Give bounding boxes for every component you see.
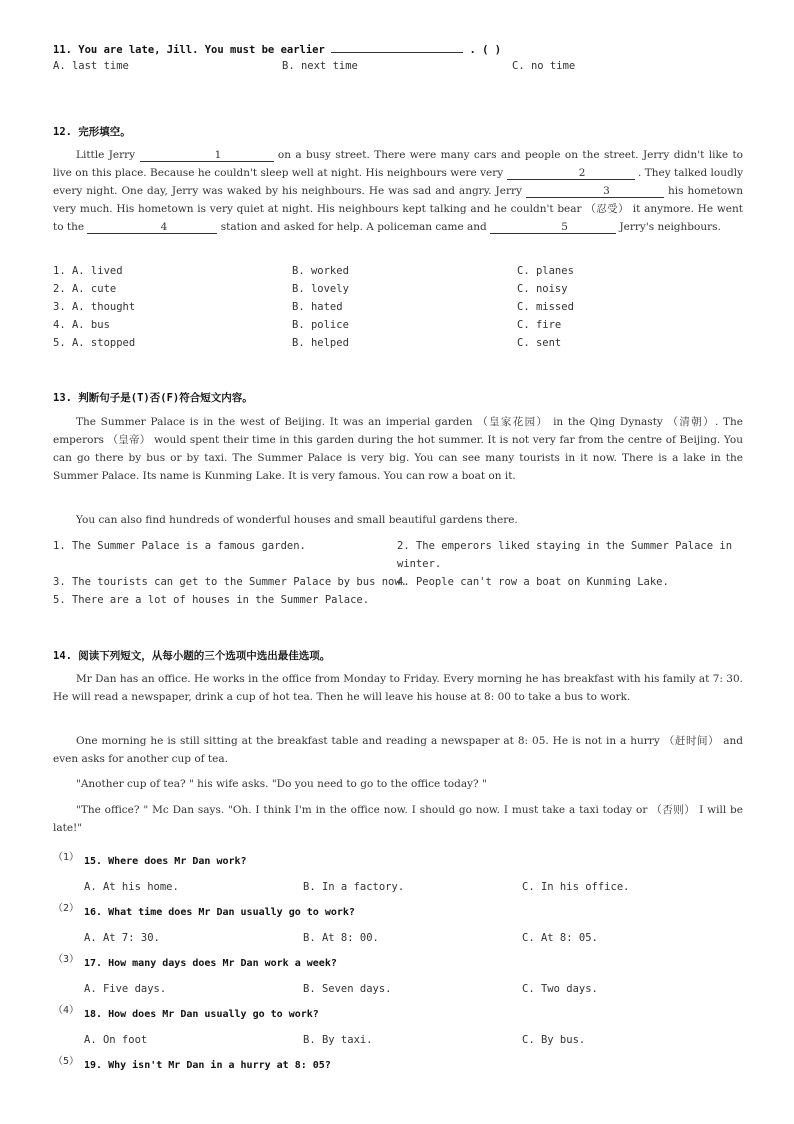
cloze-blank-3[interactable]: 3 [526, 185, 664, 198]
passage-paragraph-4: "The office? " Mc Dan says. "Oh. I think I'm in the office now. I should go now. I must take a taxi today or （否则） I will be late!" [53, 804, 743, 834]
option-a: 2. A. cute [53, 283, 117, 295]
option-c: C. fire [517, 319, 562, 331]
option-a: 5. A. stopped [53, 337, 136, 349]
subquestion-15: 15. Where does Mr Dan work? [84, 856, 247, 867]
option-a: 1. A. lived [53, 265, 123, 277]
statement-1: 1. The Summer Palace is a famous garden. [53, 540, 306, 552]
option-c: C. noisy [517, 283, 568, 295]
subquestion-number: （5） [53, 1056, 80, 1067]
question-12-title: 12. 完形填空。 [53, 126, 131, 138]
option-b: B. next time [282, 60, 358, 72]
passage-paragraph-2: One morning he is still sitting at the breakfast table and reading a newspaper at 8: 05. He is not in a hurry （赶时间） and even asks for another cup of tea. [53, 735, 743, 765]
option-b[interactable]: B. In a factory. [303, 881, 405, 893]
option-a: 3. A. thought [53, 301, 136, 313]
option-c: C. sent [517, 337, 562, 349]
option-c[interactable]: C. By bus. [522, 1034, 586, 1046]
question-11-paren: . ( ) [469, 44, 502, 56]
option-b: B. police [292, 319, 349, 331]
option-a[interactable]: A. On foot [84, 1034, 148, 1046]
passage-paragraph-3: "Another cup of tea? " his wife asks. "Do you need to go to the office today? " [76, 778, 487, 790]
option-b: B. helped [292, 337, 349, 349]
cloze-blank-2[interactable]: 2 [507, 167, 635, 180]
cloze-blank-1[interactable]: 1 [140, 149, 274, 162]
passage-paragraph-1: Mr Dan has an office. He works in the office from Monday to Friday. Every morning he has breakfast with his family at 7: 30. He will read a newspaper, drink a cup of hot tea. Then he will leave his house at 8: 00 to take a bus to work. [53, 673, 743, 703]
subquestion-18: 18. How does Mr Dan usually go to work? [84, 1009, 319, 1020]
option-a: A. last time [53, 60, 129, 72]
passage-text: Little Jerry [76, 149, 136, 161]
subquestion-19: 19. Why isn't Mr Dan in a hurry at 8: 05? [84, 1060, 331, 1071]
option-b[interactable]: B. At 8: 00. [303, 932, 379, 944]
option-c[interactable]: C. At 8: 05. [522, 932, 598, 944]
subquestion-number: （2） [53, 903, 80, 914]
question-14-title: 14. 阅读下列短文，从每小题的三个选项中选出最佳选项。 [53, 650, 331, 662]
passage-text: his hometown very much. His hometown is very quiet at night. His neighbours kept talking and he couldn't bear （忍受） it anymore. He went to the [53, 185, 743, 233]
option-c: C. missed [517, 301, 574, 313]
statement-4: 4. People can't row a boat on Kunming Lake. [397, 576, 669, 588]
option-b[interactable]: B. By taxi. [303, 1034, 373, 1046]
option-c[interactable]: C. In his office. [522, 881, 630, 893]
subquestion-17: 17. How many days does Mr Dan work a week? [84, 958, 337, 969]
passage-paragraph-1: The Summer Palace is in the west of Beijing. It was an imperial garden （皇家花园） in the Qing Dynasty （清朝）. The emperors （皇帝） would spent their time in this garden during the hot summer. It is not very far from the centre of Beijing. You can go there by bus or by taxi. The Summer Palace is very big. You can see many tourists in it now. There is a lake in the Summer Palace. Its name is Kunming Lake. It is very famous. You can row a boat on it. [53, 416, 743, 482]
option-a: 4. A. bus [53, 319, 110, 331]
option-b: B. lovely [292, 283, 349, 295]
passage-text: station and asked for help. A policeman came and [220, 221, 487, 233]
question-11-stem: 11. You are late, Jill. You must be earlier [53, 44, 325, 56]
option-a[interactable]: A. At 7: 30. [84, 932, 160, 944]
passage-paragraph-2: You can also find hundreds of wonderful houses and small beautiful gardens there. [76, 514, 518, 526]
answer-blank[interactable] [331, 40, 463, 53]
subquestion-number: （1） [53, 852, 80, 863]
option-b[interactable]: B. Seven days. [303, 983, 392, 995]
subquestion-number: （4） [53, 1005, 80, 1016]
option-b: B. worked [292, 265, 349, 277]
statement-2: 2. The emperors liked staying in the Summer Palace in winter. [397, 540, 733, 570]
statement-5: 5. There are a lot of houses in the Summer Palace. [53, 594, 370, 606]
passage-text: . They talked loudly every night. One day, Jerry was waked by his neighbours. He was sad and angry. Jerry [53, 167, 744, 197]
cloze-blank-4[interactable]: 4 [87, 221, 217, 234]
cloze-blank-5[interactable]: 5 [490, 221, 616, 234]
subquestion-16: 16. What time does Mr Dan usually go to work? [84, 907, 355, 918]
passage-text: Jerry's neighbours. [619, 221, 721, 233]
option-a[interactable]: A. At his home. [84, 881, 179, 893]
cloze-passage [53, 146, 743, 236]
option-a[interactable]: A. Five days. [84, 983, 167, 995]
option-c: C. no time [512, 60, 576, 72]
subquestion-number: （3） [53, 954, 80, 965]
option-c: C. planes [517, 265, 574, 277]
option-b: B. hated [292, 301, 343, 313]
passage-text: on a busy street. There were many cars and people on the street. Jerry didn't like to live on this place. Because he couldn't sleep well at night. His neighbours were very [53, 149, 743, 179]
question-11-title [53, 40, 501, 56]
question-13-title: 13. 判断句子是(T)否(F)符合短文内容。 [53, 392, 253, 404]
statement-3: 3. The tourists can get to the Summer Palace by bus now. [53, 576, 408, 588]
option-c[interactable]: C. Two days. [522, 983, 598, 995]
